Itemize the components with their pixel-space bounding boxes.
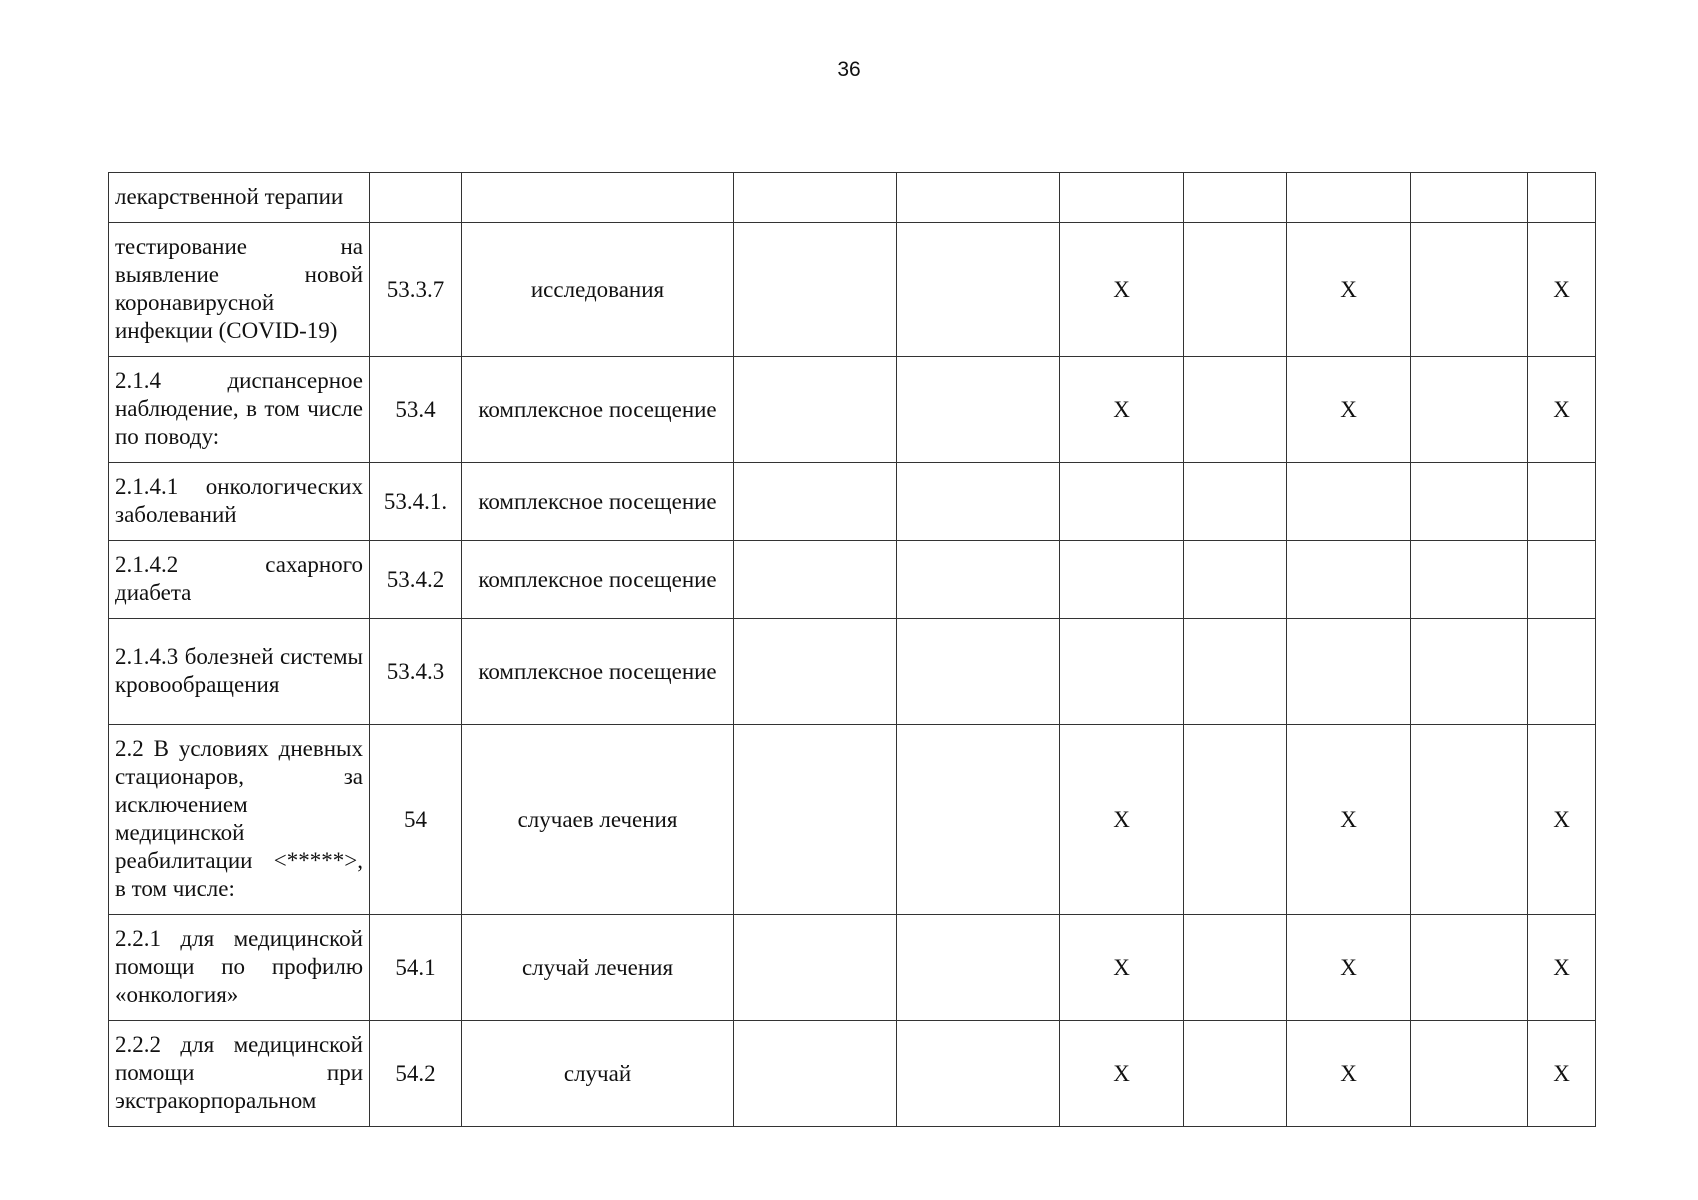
value-cell-9: [1411, 463, 1528, 541]
row-code-cell: 54.2: [370, 1021, 462, 1127]
value-cell-4: [734, 463, 897, 541]
row-unit-cell: случай лечения: [462, 915, 734, 1021]
value-cell-6: [1060, 541, 1184, 619]
row-unit-cell: комплексное посещение: [462, 619, 734, 725]
value-cell-5: [897, 619, 1060, 725]
row-name-cell: 2.1.4 диспансерное наблюдение, в том числе по поводу:: [109, 357, 370, 463]
value-cell-6: [1060, 173, 1184, 223]
table-row: [109, 223, 1596, 357]
value-cell-7: [1184, 463, 1287, 541]
value-cell-6: X: [1060, 1021, 1184, 1127]
value-cell-10: [1528, 463, 1596, 541]
value-cell-6: X: [1060, 725, 1184, 915]
row-name-cell: лекарственной терапии: [109, 173, 370, 223]
value-cell-6: X: [1060, 223, 1184, 357]
value-cell-8: [1287, 463, 1411, 541]
value-cell-8: X: [1287, 223, 1411, 357]
value-cell-9: [1411, 915, 1528, 1021]
value-cell-10: X: [1528, 357, 1596, 463]
value-cell-6: X: [1060, 915, 1184, 1021]
value-cell-6: X: [1060, 357, 1184, 463]
value-cell-7: [1184, 725, 1287, 915]
value-cell-8: X: [1287, 357, 1411, 463]
row-code-cell: [370, 173, 462, 223]
value-cell-8: X: [1287, 725, 1411, 915]
row-unit-cell: [462, 173, 734, 223]
table-row: [109, 1021, 1596, 1127]
value-cell-4: [734, 915, 897, 1021]
value-cell-4: [734, 1021, 897, 1127]
table-row: [109, 173, 1596, 223]
value-cell-9: [1411, 173, 1528, 223]
value-cell-9: [1411, 223, 1528, 357]
row-unit-cell: комплексное посещение: [462, 541, 734, 619]
table-row: [109, 915, 1596, 1021]
value-cell-4: [734, 541, 897, 619]
table-row: [109, 619, 1596, 725]
row-name-cell: 2.2.2 для медицинской помощи при экстракорпоральном: [109, 1021, 370, 1127]
value-cell-5: [897, 173, 1060, 223]
value-cell-6: [1060, 463, 1184, 541]
row-unit-cell: комплексное посещение: [462, 463, 734, 541]
row-unit-cell: комплексное посещение: [462, 357, 734, 463]
value-cell-5: [897, 1021, 1060, 1127]
value-cell-7: [1184, 357, 1287, 463]
row-code-cell: 53.4.2: [370, 541, 462, 619]
value-cell-5: [897, 725, 1060, 915]
value-cell-10: X: [1528, 223, 1596, 357]
value-cell-9: [1411, 541, 1528, 619]
value-cell-10: [1528, 173, 1596, 223]
value-cell-5: [897, 357, 1060, 463]
row-code-cell: 53.4: [370, 357, 462, 463]
value-cell-8: [1287, 173, 1411, 223]
value-cell-6: [1060, 619, 1184, 725]
value-cell-10: X: [1528, 725, 1596, 915]
row-name-cell: 2.2 В условиях дневных стационаров, за исключением медицинской реабилитации <*****>, в том числе:: [109, 725, 370, 915]
value-cell-10: [1528, 541, 1596, 619]
table-row: [109, 463, 1596, 541]
row-name-cell: 2.1.4.3 болезней системы кровообращения: [109, 619, 370, 725]
row-name-cell: 2.2.1 для медицинской помощи по профилю «онкология»: [109, 915, 370, 1021]
value-cell-4: [734, 725, 897, 915]
value-cell-9: [1411, 619, 1528, 725]
value-cell-4: [734, 223, 897, 357]
value-cell-4: [734, 357, 897, 463]
row-unit-cell: исследования: [462, 223, 734, 357]
value-cell-8: [1287, 541, 1411, 619]
value-cell-5: [897, 541, 1060, 619]
value-cell-8: [1287, 619, 1411, 725]
value-cell-7: [1184, 173, 1287, 223]
value-cell-5: [897, 223, 1060, 357]
row-code-cell: 54.1: [370, 915, 462, 1021]
row-name-cell: тестирование на выявление новой коронавирусной инфекции (COVID-19): [109, 223, 370, 357]
value-cell-7: [1184, 915, 1287, 1021]
table-row: [109, 541, 1596, 619]
value-cell-9: [1411, 725, 1528, 915]
table-row: [109, 357, 1596, 463]
value-cell-9: [1411, 1021, 1528, 1127]
row-code-cell: 53.3.7: [370, 223, 462, 357]
value-cell-9: [1411, 357, 1528, 463]
value-cell-5: [897, 463, 1060, 541]
value-cell-7: [1184, 619, 1287, 725]
row-code-cell: 54: [370, 725, 462, 915]
row-unit-cell: случаев лечения: [462, 725, 734, 915]
data-table: [108, 172, 1596, 1127]
value-cell-8: X: [1287, 915, 1411, 1021]
row-name-cell: 2.1.4.2 сахарного диабета: [109, 541, 370, 619]
row-unit-cell: случай: [462, 1021, 734, 1127]
value-cell-4: [734, 619, 897, 725]
value-cell-10: X: [1528, 1021, 1596, 1127]
value-cell-8: X: [1287, 1021, 1411, 1127]
value-cell-7: [1184, 1021, 1287, 1127]
value-cell-7: [1184, 223, 1287, 357]
value-cell-7: [1184, 541, 1287, 619]
row-code-cell: 53.4.1.: [370, 463, 462, 541]
page-number: 36: [837, 58, 861, 81]
row-code-cell: 53.4.3: [370, 619, 462, 725]
row-name-cell: 2.1.4.1 онкологических заболеваний: [109, 463, 370, 541]
value-cell-10: X: [1528, 915, 1596, 1021]
value-cell-10: [1528, 619, 1596, 725]
table-row: [109, 725, 1596, 915]
value-cell-4: [734, 173, 897, 223]
value-cell-5: [897, 915, 1060, 1021]
